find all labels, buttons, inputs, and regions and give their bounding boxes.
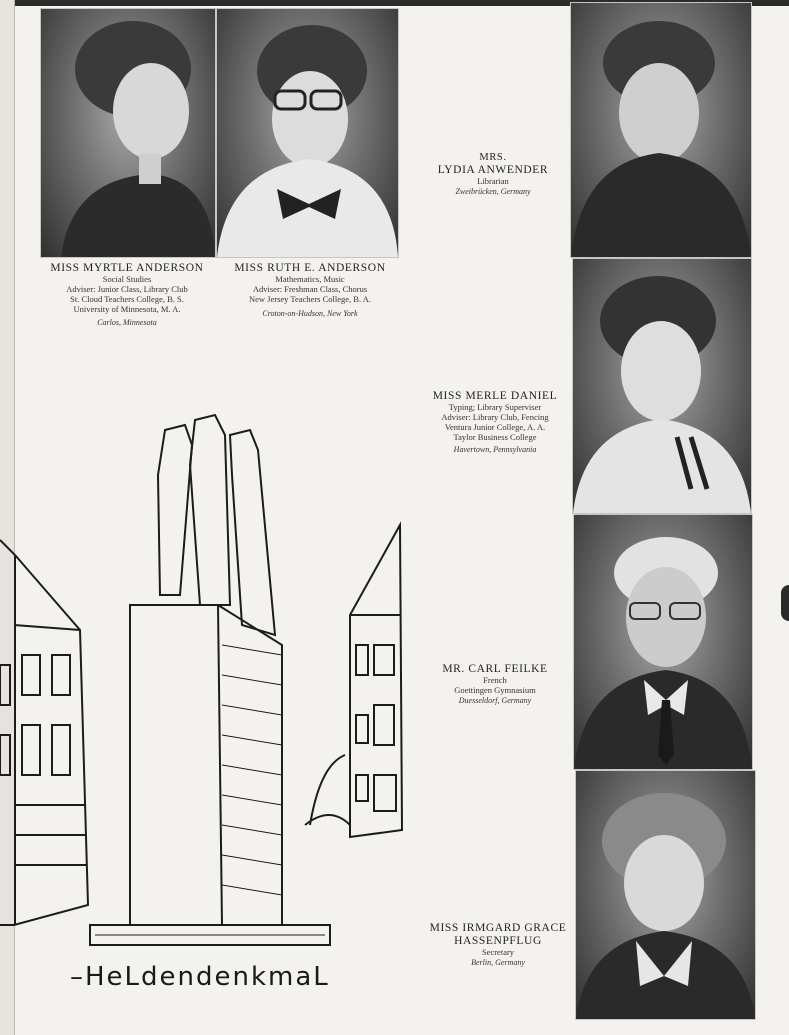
detail-line: Adviser: Library Club, Fencing xyxy=(441,411,549,422)
name-line: MR. CARL FEILKE xyxy=(442,663,548,675)
name-line: LYDIA ANWENDER xyxy=(437,164,549,177)
name-line: MRS. xyxy=(479,152,507,163)
detail-line: Secretary xyxy=(481,947,515,958)
drawing-caption: –HeLdendenkmaL xyxy=(70,962,330,992)
detail-line: Adviser: Junior Class, Library Club xyxy=(66,283,188,294)
photo-carl-feilke xyxy=(573,514,753,770)
detail-line: Social Studies xyxy=(102,274,152,285)
name: MISS RUTH E. ANDERSON xyxy=(234,262,386,274)
hometown: Berlin, Germany xyxy=(471,958,525,968)
hometown: Zweibrücken, Germany xyxy=(455,187,531,197)
detail-line: Typing; Library Superviser xyxy=(448,402,542,413)
detail-line: Goettingen Gymnasium xyxy=(454,684,536,695)
portrait-woman-icon xyxy=(41,9,215,257)
detail-line: St. Cloud Teachers College, B. S. xyxy=(70,293,184,304)
hometown: Havertown, Pennsylvania xyxy=(453,445,537,455)
caption-irmgard-hassenpflug xyxy=(420,922,576,967)
detail-line: Taylor Business College xyxy=(453,431,537,442)
photo-lydia-anwender xyxy=(570,2,752,258)
portrait-woman-icon xyxy=(576,771,755,1019)
detail-line: Librarian xyxy=(477,176,509,187)
name-line: MISS IRMGARD GRACE xyxy=(429,922,567,934)
portrait-man-glasses-icon xyxy=(574,515,752,769)
name-line: HASSENPFLUG xyxy=(454,935,542,948)
photo-myrtle-anderson xyxy=(40,8,216,258)
detail-line: Adviser: Freshman Class, Chorus xyxy=(252,283,368,294)
detail-line: University of Minnesota, M. A. xyxy=(73,303,181,314)
hometown: Duesseldorf, Germany xyxy=(458,695,532,705)
detail-line: French xyxy=(483,675,507,686)
page-marker-dot xyxy=(781,585,789,621)
portrait-woman-glasses-icon xyxy=(217,9,398,257)
detail-line: New Jersey Teachers College, B. A. xyxy=(249,293,371,304)
caption-myrtle-anderson xyxy=(36,262,218,327)
name: MISS MYRTLE ANDERSON xyxy=(50,262,204,274)
hometown: Croton-on-Hudson, New York xyxy=(262,308,358,318)
hometown: Carlos, Minnesota xyxy=(97,318,157,328)
portrait-woman-icon xyxy=(571,3,751,257)
caption-ruth-anderson xyxy=(218,262,402,318)
portrait-woman-bow-icon xyxy=(573,259,751,513)
detail-line: Mathematics, Music xyxy=(275,274,345,285)
photo-merle-daniel xyxy=(572,258,752,514)
name-line: MISS MERLE DANIEL xyxy=(432,390,558,402)
monument-sketch-icon xyxy=(0,405,420,965)
photo-ruth-anderson xyxy=(216,8,399,258)
photo-irmgard-hassenpflug xyxy=(575,770,756,1020)
caption-carl-feilke xyxy=(420,663,570,705)
detail-line: Ventura Junior College, A. A. xyxy=(444,421,546,432)
caption-lydia-anwender xyxy=(418,152,568,196)
caption-merle-daniel xyxy=(418,390,572,454)
